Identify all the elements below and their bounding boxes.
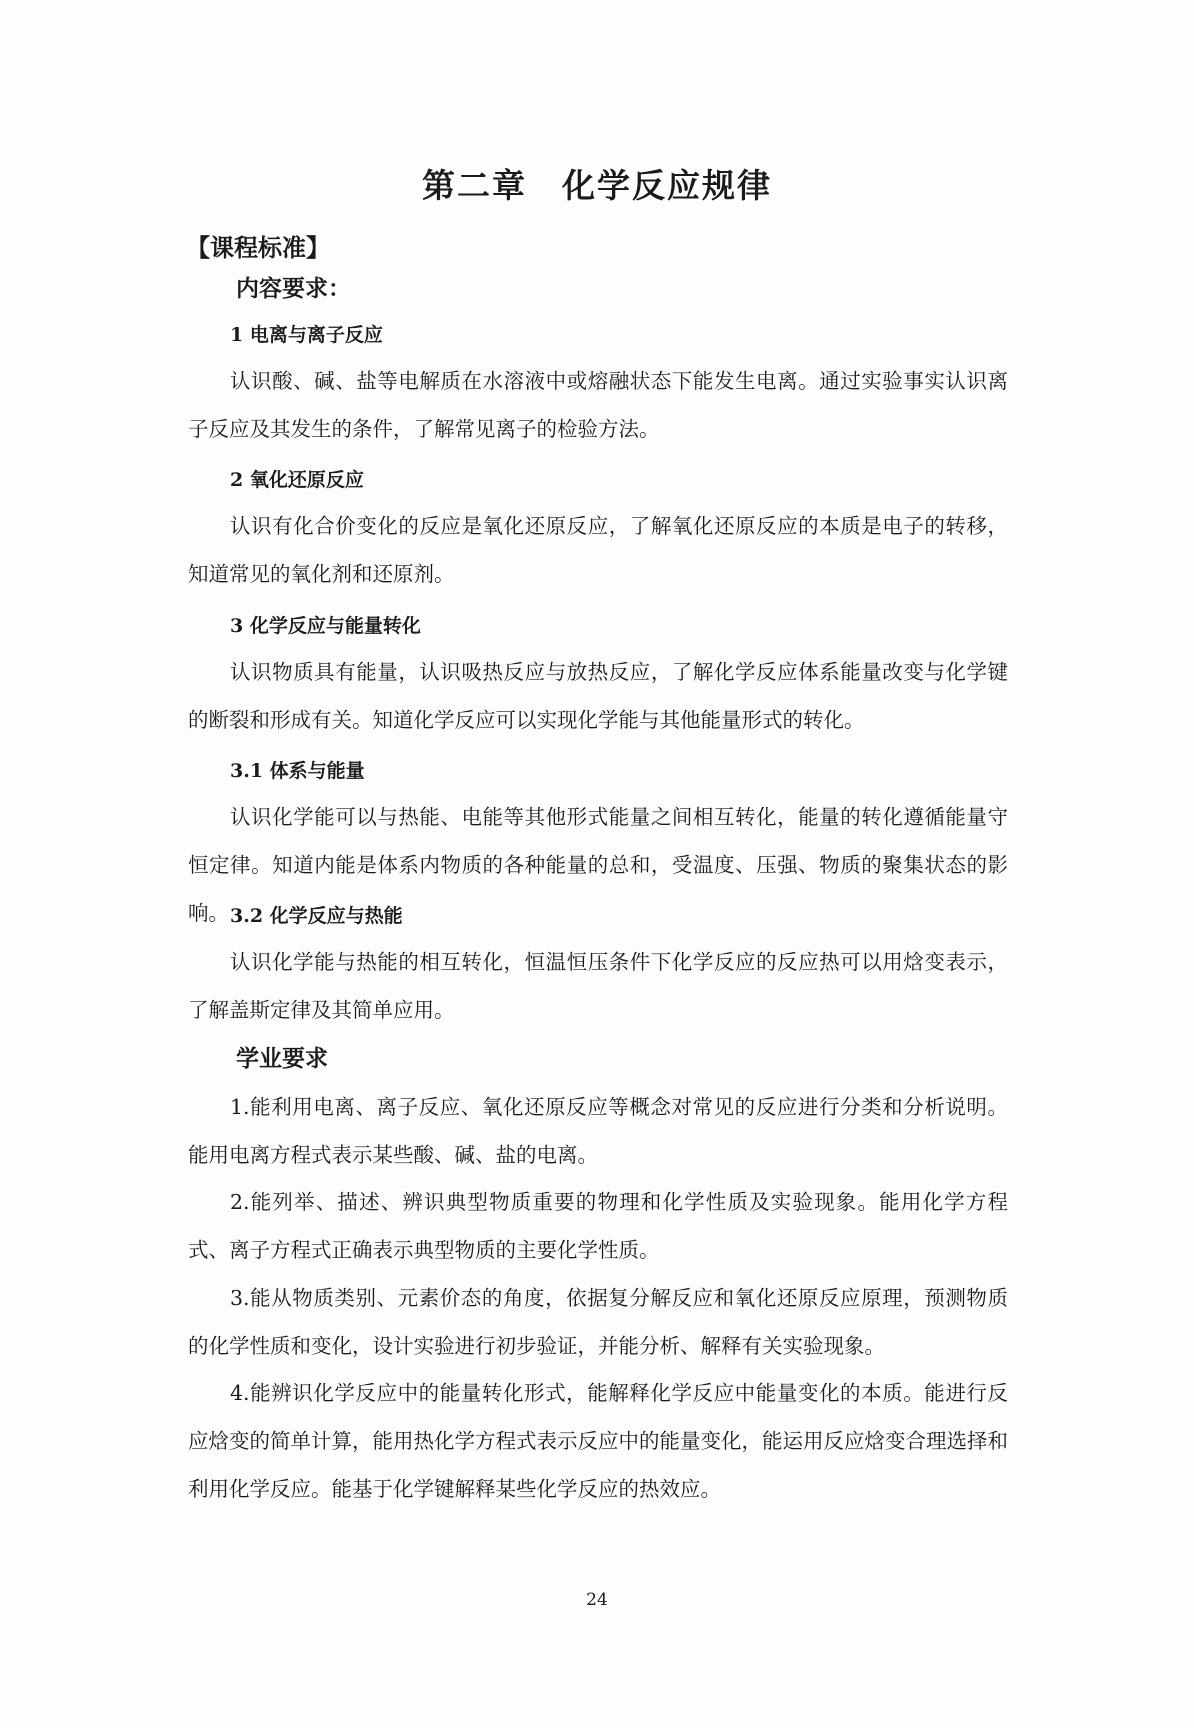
academic-item-2: 2.能列举、描述、辨识典型物质重要的物理和化学性质及实验现象。能用化学方程式、离子方程式正确表示典型物质的主要化学性质。 [188, 1190, 1008, 1262]
section-text-thermal-energy: 认识化学能与热能的相互转化，恒温恒压条件下化学反应的反应热可以用焓变表示，了解盖斯定律及其简单应用。 [188, 950, 1008, 1022]
section-title-ionization: 1 电离与离子反应 [230, 324, 383, 346]
section-title-redox: 2 氧化还原反应 [230, 469, 364, 491]
academic-item-3: 3.能从物质类别、元素价态的角度，依据复分解反应和氧化还原反应原理，预测物质的化学性质和变化，设计实验进行初步验证，并能分析、解释有关实验现象。 [188, 1286, 1008, 1358]
chapter-title: 第二章 化学反应规律 [422, 166, 772, 205]
section-text-energy-conversion: 认识物质具有能量，认识吸热反应与放热反应，了解化学反应体系能量改变与化学键的断裂和形成有关。知道化学反应可以实现化学能与其他能量形式的转化。 [188, 660, 1008, 732]
section-text-redox: 认识有化合价变化的反应是氧化还原反应，了解氧化还原反应的本质是电子的转移，知道常见的氧化剂和还原剂。 [188, 514, 1008, 586]
section-title-thermal-energy: 3.2 化学反应与热能 [230, 905, 403, 927]
section-text-ionization: 认识酸、碱、盐等电解质在水溶液中或熔融状态下能发生电离。通过实验事实认识离子反应及其发生的条件，了解常见离子的检验方法。 [188, 369, 1008, 441]
course-standard-heading: 【课程标准】 [186, 233, 330, 262]
section-text-system-energy: 认识化学能可以与热能、电能等其他形式能量之间相互转化，能量的转化遵循能量守恒定律。知道内能是体系内物质的各种能量的总和，受温度、压强、物质的聚集状态的影响。 [188, 805, 1008, 925]
section-title-energy-conversion: 3 化学反应与能量转化 [230, 615, 421, 637]
section-title-system-energy: 3.1 体系与能量 [230, 760, 365, 782]
academic-requirements-heading: 学业要求 [236, 1045, 328, 1072]
academic-item-4: 4.能辨识化学反应中的能量转化形式，能解释化学反应中能量变化的本质。能进行反应焓变的简单计算，能用热化学方程式表示反应中的能量变化，能运用反应焓变合理选择和利用化学反应。能基于化学键解释某些化学反应的热效应。 [188, 1381, 1008, 1501]
academic-item-1: 1.能利用电离、离子反应、氧化还原反应等概念对常见的反应进行分类和分析说明。能用电离方程式表示某些酸、碱、盐的电离。 [188, 1095, 1008, 1167]
page-number: 24 [586, 1590, 608, 1610]
content-requirements-heading: 内容要求： [236, 275, 351, 302]
